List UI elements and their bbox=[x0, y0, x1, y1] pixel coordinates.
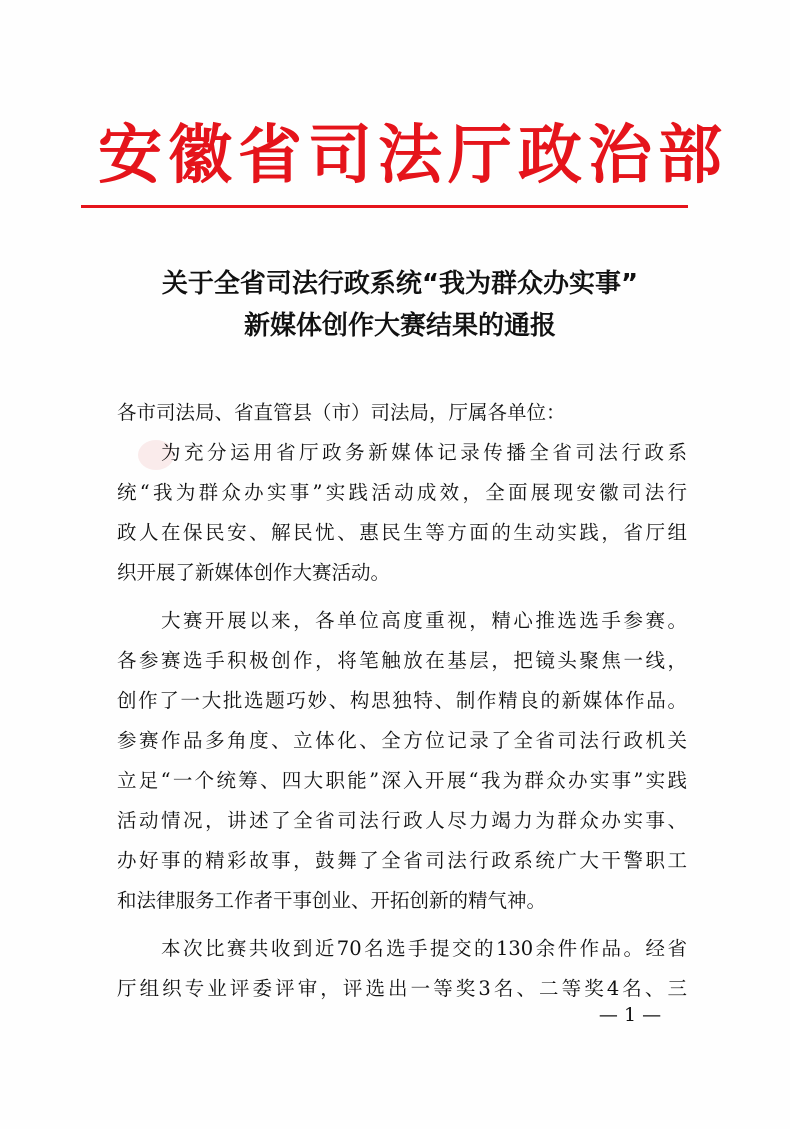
page-number: — 1 — bbox=[598, 1004, 662, 1026]
paragraph-2-line: 各参赛选手积极创作，将笔触放在基层，把镜头聚焦一线， bbox=[117, 649, 687, 672]
document-title bbox=[110, 263, 690, 347]
paragraph-3-line: 厅组织专业评委评审，评选出一等奖3名、二等奖4名、三 bbox=[117, 977, 687, 1000]
document-title-line-2: 新媒体创作大赛结果的通报 bbox=[243, 311, 556, 341]
document-title-line-1: 关于全省司法行政系统“我为群众办实事” bbox=[161, 269, 639, 299]
paragraph-2-line: 参赛作品多角度、立体化、全方位记录了全省司法行政机关 bbox=[117, 729, 687, 752]
paragraph-3-line: 本次比赛共收到近70名选手提交的130余件作品。经省 bbox=[161, 937, 687, 960]
paragraph-2-line: 活动情况，讲述了全省司法行政人尽力竭力为群众办实事、 bbox=[117, 809, 687, 832]
paragraph-2-line: 办好事的精彩故事，鼓舞了全省司法行政系统广大干警职工 bbox=[117, 849, 687, 872]
paragraph-1-line: 为充分运用省厅政务新媒体记录传播全省司法行政系 bbox=[161, 441, 687, 464]
paragraph-1-line: 织开展了新媒体创作大赛活动。 bbox=[117, 561, 391, 584]
salutation: 各市司法局、省直管县（市）司法局，厅属各单位： bbox=[117, 401, 566, 424]
paragraph-2-line: 大赛开展以来，各单位高度重视，精心推选选手参赛。 bbox=[161, 609, 687, 632]
paragraph-2-line: 和法律服务工作者干事创业、开拓创新的精气神。 bbox=[117, 889, 547, 912]
paragraph-1-line: 统“我为群众办实事”实践活动成效，全面展现安徽司法行 bbox=[117, 481, 687, 504]
paragraph-2-line: 创作了一大批选题巧妙、构思独特、制作精良的新媒体作品。 bbox=[117, 689, 687, 712]
paragraph-1-line: 政人在保民安、解民忧、惠民生等方面的生动实践，省厅组 bbox=[117, 521, 687, 544]
document-body bbox=[117, 393, 687, 1009]
red-header-rule bbox=[81, 205, 688, 208]
issuing-org-title: 安徽省司法厅政治部 bbox=[98, 118, 728, 193]
paragraph-2-line: 立足“一个统筹、四大职能”深入开展“我为群众办实事”实践 bbox=[117, 769, 687, 792]
